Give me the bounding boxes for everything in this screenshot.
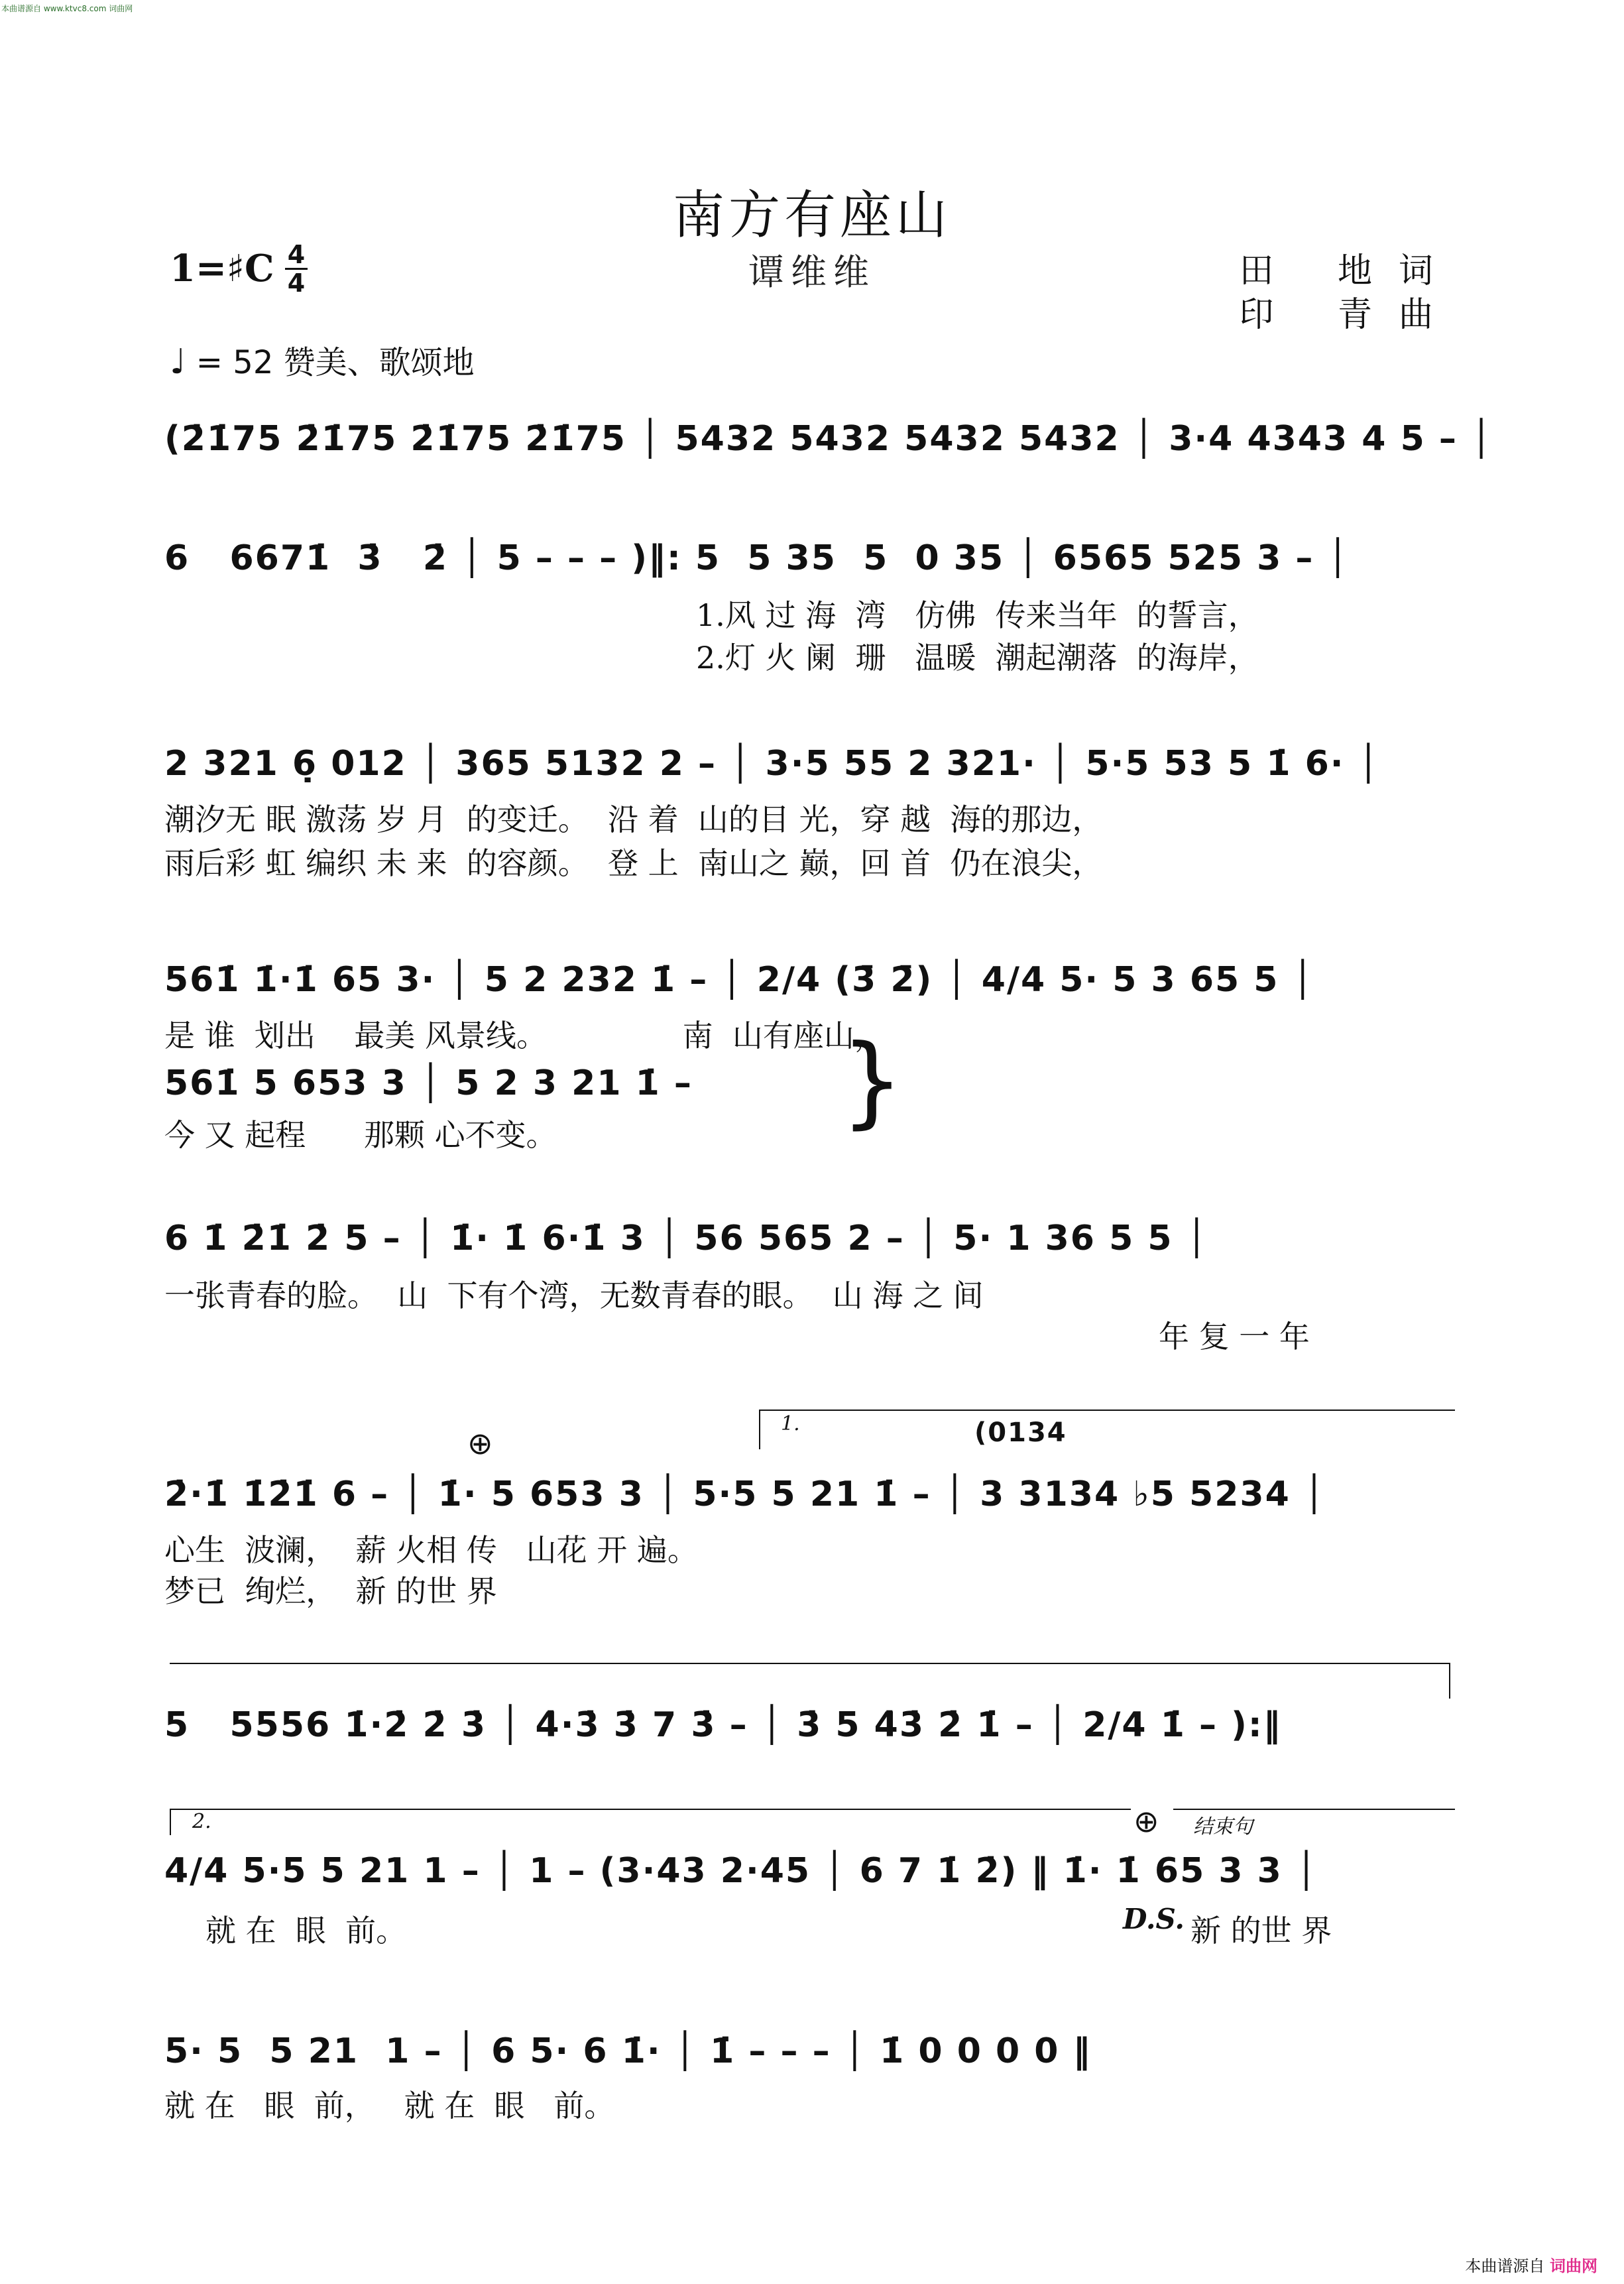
repeat-bracket [170, 1663, 1450, 1664]
lyrics-row-2-verse-1: 1.风 过 海 湾 仿佛 传来当年 的誓言， [696, 597, 1259, 633]
tempo-text: = 52 赞美、歌颂地 [196, 344, 475, 381]
lyrics-row-9-coda: 新 的世 界 [1190, 1913, 1332, 1949]
tempo-marking [170, 337, 475, 383]
repeat-bracket-edge [1449, 1663, 1450, 1699]
time-signature [285, 241, 308, 296]
time-signature-bottom: 4 [287, 269, 306, 298]
quarter-note-icon: ♩ [170, 342, 186, 382]
key-signature: 1=♯C [170, 247, 274, 290]
lyrics-row-2-verse-2: 2.灯 火 阑 珊 温暖 潮起潮落 的海岸， [696, 640, 1259, 676]
lyrics-row-6-alt: 年 复 一 年 [1159, 1319, 1310, 1354]
second-ending-label: 2. [192, 1810, 211, 1833]
music-row-4: 561̇ 1̇·1̇ 65 3· │ 5 2 232 1̇ – │ 2/4 (3̄ 2̄) │ 4/4 5· 5 3 65 5 │ [164, 960, 1314, 1000]
ds-marking: D.S. [1123, 1903, 1185, 1935]
song-title: 南方有座山 [672, 186, 951, 245]
lyrics-row-7-verse-1: 心生 波澜， 薪 火相 传 山花 开 遍。 [164, 1532, 698, 1568]
second-ending-bracket-edge [170, 1809, 171, 1835]
lyrics-row-10: 就 在 眼 前， 就 在 眼 前。 [164, 2088, 615, 2124]
lyrics-row-5: 今 又 起程 那颗 心不变。 [164, 1117, 557, 1153]
singer-name: 谭维维 [748, 251, 876, 293]
music-row-10: 5· 5 5 21 1 – │ 6 5· 6 1̇· │ 1̇ – – – │ 1̇ 0 0 0 0 ‖ [164, 2031, 1092, 2071]
music-row-8: 5 5556 1̇·2̇ 2̇ 3̇ │ 4̇·3̇ 3̇ 7 3̇ – │ 3̇ 5 4̇3̇ 2̇ 1̇ – │ 2/4 1̇ – ):‖ [164, 1705, 1282, 1745]
coda-label: 结束句 [1193, 1815, 1253, 1838]
first-ending-bracket-edge [759, 1410, 760, 1449]
music-row-2: 6 6671̇ 3̇ 2̇ │ 5 – – – )‖: 5 5 35 5 0 35 │ 6565 525 3 – │ [164, 538, 1350, 578]
music-row-3: 2 321 6̣ 012 │ 365 5132 2 – │ 3·5 55 2 321· │ 5·5 53 5 1̇ 6· │ [164, 744, 1380, 784]
music-row-6: 6 1̇ 2̇1̇ 2̇ 5 – │ 1̇· 1̇ 6·1̇ 3 │ 56 565 2 – │ 5· 1 36 5 5 │ [164, 1219, 1208, 1258]
lyricist-credit: 田 地词 [1239, 251, 1460, 291]
lyrics-row-3-verse-1: 潮汐无 眠 激荡 岁 月 的变迁。 沿 着 山的目 光，穿 越 海的那边， [164, 802, 1103, 837]
lyrics-row-4: 是 谁 划出 最美 风景线。 南 山有座山， [164, 1018, 885, 1053]
music-row-7: 2̇·1̇ 1̇2̇1̇ 6 – │ 1̇· 5 653 3 │ 5·5 5 21 1̇ – │ 3 3134 ♭5 5234 │ [164, 1474, 1326, 1514]
footer-brand[interactable]: 词曲网 [1550, 2257, 1597, 2275]
music-row-9: 4/4 5·5 5 21 1 – │ 1 – (3·43 2·45 │ 6 7 1̇ 2̇) ‖ 1̇· 1̇ 65 3 3 │ [164, 1851, 1318, 1891]
lyrics-row-6: 一张青春的脸。 山 下有个湾，无数青春的眼。 山 海 之 间 [164, 1278, 984, 1313]
second-ending-bracket [170, 1809, 1131, 1810]
first-ending-bracket [759, 1410, 1455, 1411]
lyrics-row-3-verse-2: 雨后彩 虹 编织 未 来 的容颜。 登 上 南山之 巅，回 首 仍在浪尖， [164, 845, 1103, 881]
coda-sign-icon-2: ⊕ [1133, 1803, 1159, 1839]
composer-credit: 印 青曲 [1239, 295, 1460, 335]
lyrics-row-7-verse-2: 梦已 绚烂， 新 的世 界 [164, 1573, 497, 1609]
pickup-notes: (0134 [974, 1417, 1067, 1448]
footer-source [1465, 2253, 1597, 2276]
first-ending-label: 1. [781, 1412, 800, 1435]
time-signature-top: 4 [287, 240, 306, 269]
lyrics-row-9: 就 在 眼 前。 [205, 1913, 407, 1949]
footer-prefix: 本曲谱源自 [1465, 2257, 1545, 2275]
coda-sign-icon: ⊕ [467, 1425, 493, 1461]
source-note: 本曲谱源自 www.ktvc8.com 词曲网 [1, 4, 133, 13]
music-row-5: 561̇ 5 653 3 │ 5 2 3 21 1̇ – [164, 1063, 693, 1103]
music-row-1: (2̇1̇75 2̇1̇75 2̇1̇75 2̇1̇75 │ 5432 5432 5432 5432 │ 3·4 4343 4 5 – │ [164, 419, 1493, 459]
brace-icon: } [841, 1024, 904, 1139]
